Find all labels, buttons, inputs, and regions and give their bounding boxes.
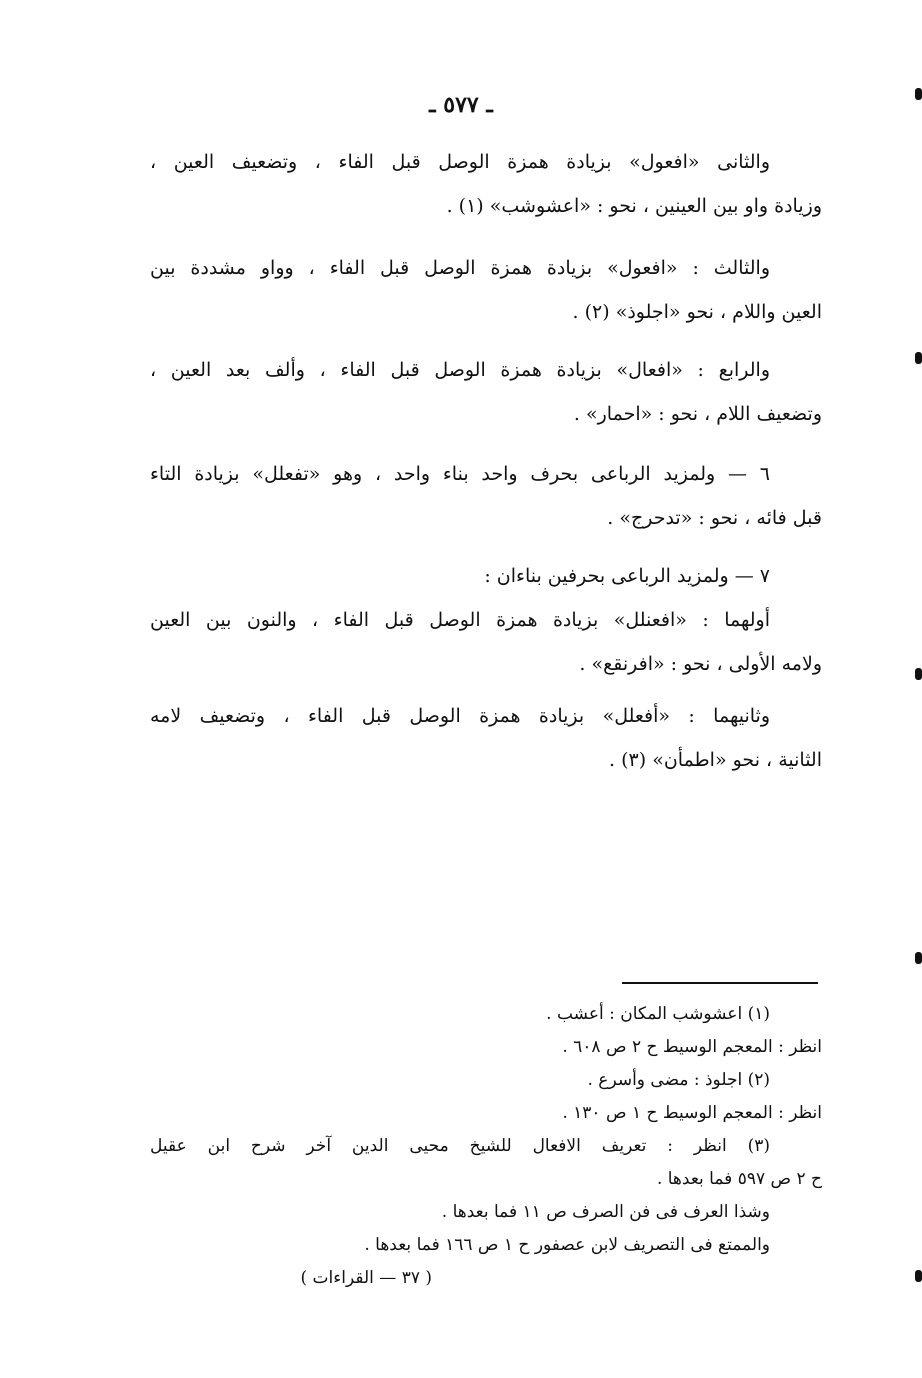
signature-mark: ( ٣٧ — القراءات )	[300, 1268, 432, 1288]
footnote-line: وشذا العرف فى فن الصرف ص ١١ فما بعدها .	[441, 1202, 770, 1222]
footnote-separator	[622, 982, 818, 984]
binding-mark	[915, 668, 922, 680]
binding-mark	[915, 1270, 922, 1282]
binding-mark	[915, 952, 922, 964]
footnote-line: انظر : المعجم الوسيط ح ١ ص ١٣٠ .	[562, 1103, 822, 1123]
paragraph-third-form	[150, 246, 822, 334]
text-line: العين واللام ، نحو «اجلوذ» (٢) .	[572, 301, 822, 323]
text-line: وثانيهما : «أفعلل» بزيادة همزة الوصل قبل الفاء ، وتضعيف لامه	[150, 705, 770, 727]
footnotes	[150, 998, 822, 1262]
text-line: وتضعيف اللام ، نحو : «احمار» .	[573, 403, 822, 425]
text-line: والثالث : «افعول» بزيادة همزة الوصل قبل الفاء ، وواو مشددة بين	[150, 257, 770, 279]
text-line: الثانية ، نحو «اطمأن» (٣) .	[609, 749, 822, 771]
footnote-line: (١) اعشوشب المكان : أعشب .	[546, 1004, 770, 1024]
footnote-line: ح ٢ ص ٥٩٧ فما بعدها .	[656, 1169, 822, 1189]
text-line: وزيادة واو بين العينين ، نحو : «اعشوشب» (١) .	[446, 195, 822, 217]
page-number: ـ ٥٧٧ ـ	[429, 92, 493, 118]
footnote-line: (٢) اجلوذ : مضى وأسرع .	[587, 1070, 770, 1090]
paragraph-item-7	[150, 554, 822, 686]
paragraph-second-form	[150, 140, 822, 228]
text-line: والثانى «افعول» بزيادة همزة الوصل قبل الفاء ، وتضعيف العين ،	[150, 151, 770, 173]
paragraph-second-of-two	[150, 694, 822, 782]
binding-mark	[915, 352, 922, 364]
text-line: والرابع : «افعال» بزيادة همزة الوصل قبل الفاء ، وألف بعد العين ،	[150, 359, 770, 381]
footnote-line: والممتع فى التصريف لابن عصفور ح ١ ص ١٦٦ فما بعدها .	[364, 1235, 770, 1255]
footnote-line: انظر : المعجم الوسيط ح ٢ ص ٦٠٨ .	[562, 1037, 822, 1057]
binding-mark	[915, 88, 922, 100]
text-line: ولامه الأولى ، نحو : «افرنقع» .	[579, 653, 822, 675]
text-line: أولهما : «افعنلل» بزيادة همزة الوصل قبل الفاء ، والنون بين العين	[150, 609, 770, 631]
paragraph-fourth-form	[150, 348, 822, 436]
footnote-line: (٣) انظر : تعريف الافعال للشيخ محيى الدين آخر شرح ابن عقيل	[150, 1136, 770, 1156]
text-line: ٦ — ولمزيد الرباعى بحرف واحد بناء واحد ، وهو «تفعلل» بزيادة التاء	[150, 463, 770, 485]
text-line: ٧ — ولمزيد الرباعى بحرفين بناءان :	[484, 565, 770, 587]
text-line: قبل فائه ، نحو : «تدحرج» .	[607, 507, 822, 529]
paragraph-item-6	[150, 452, 822, 540]
